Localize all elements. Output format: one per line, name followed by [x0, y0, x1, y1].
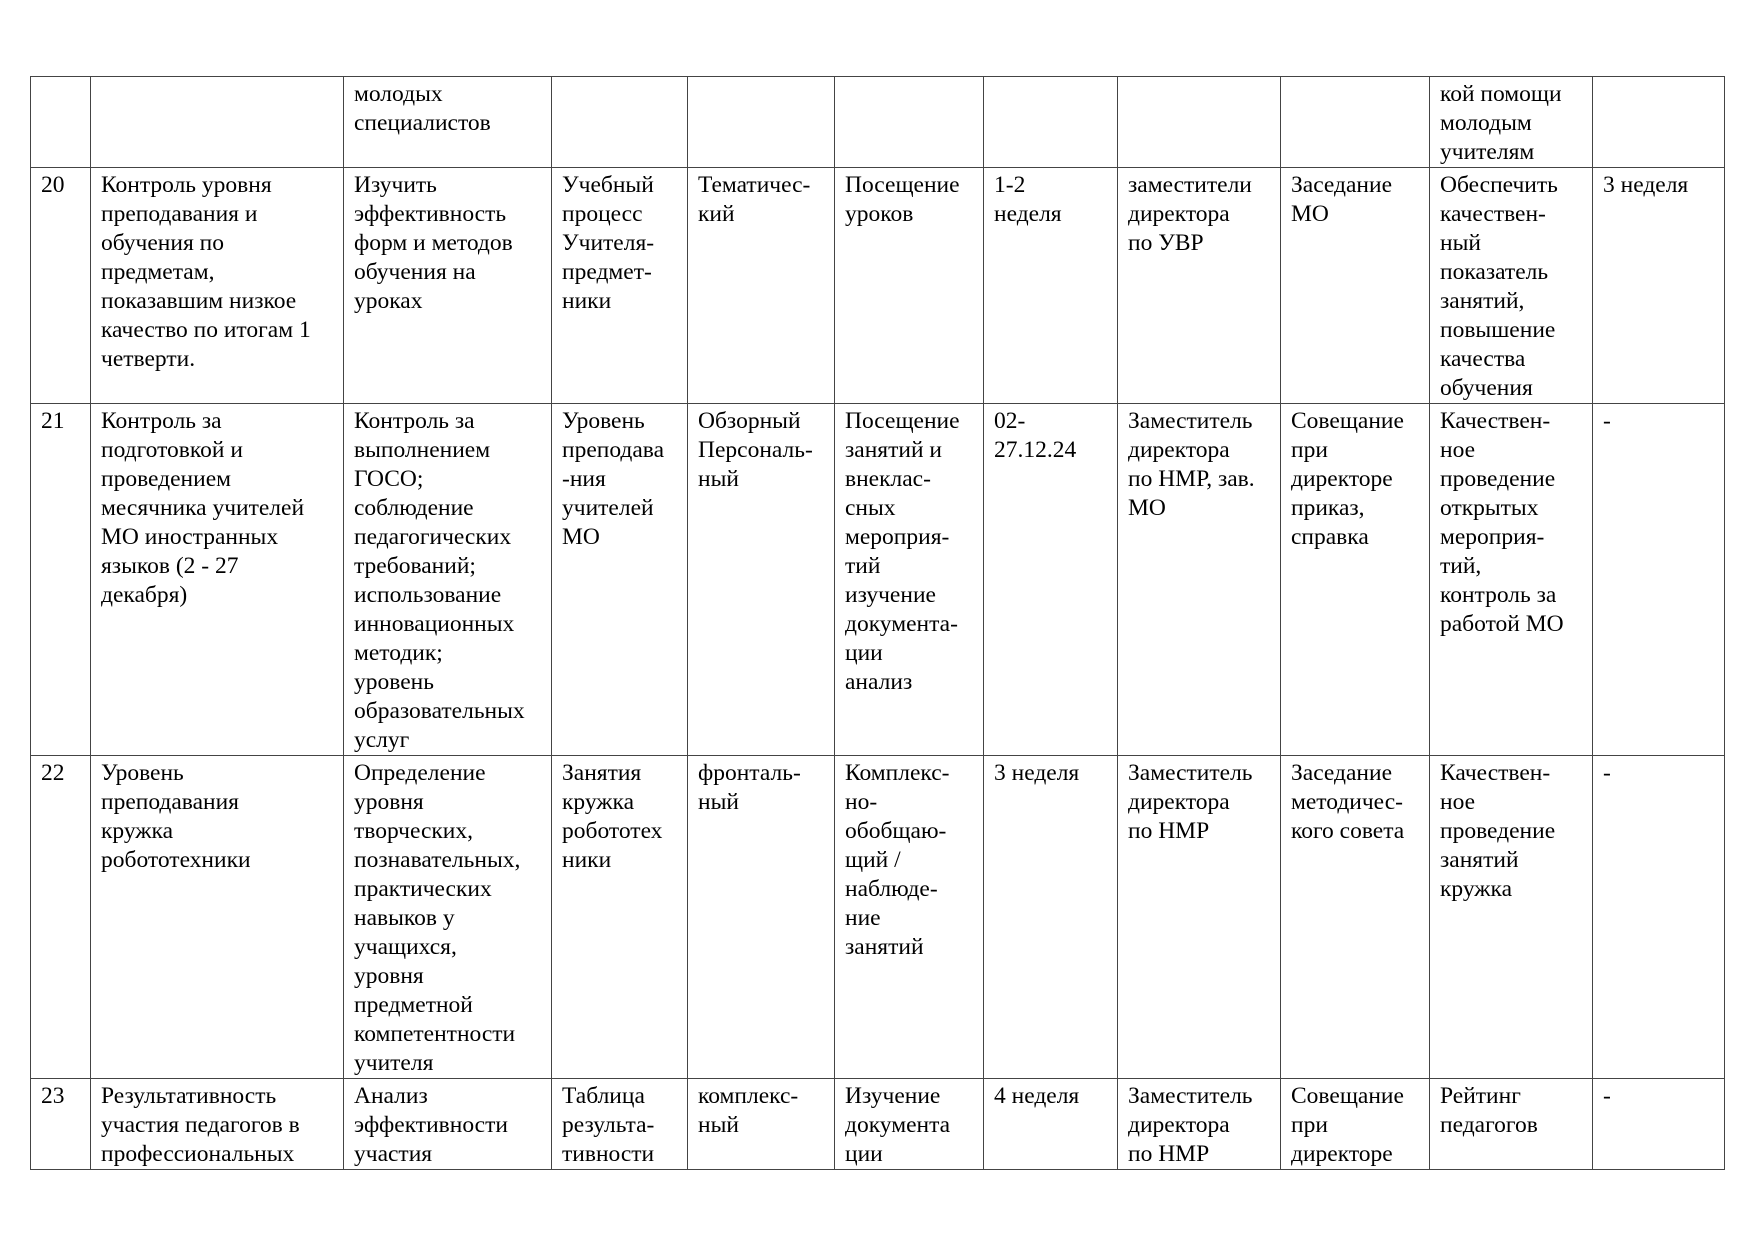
- cell-result: Качествен- ное проведение занятий кружка: [1430, 756, 1593, 1079]
- cell-number: 23: [31, 1079, 91, 1170]
- cell-review: Совещание при директоре приказ, справка: [1281, 404, 1430, 756]
- cell-method: [835, 77, 984, 168]
- cell-object: Таблица результа- тивности: [552, 1079, 688, 1170]
- table-row: [31, 404, 1725, 756]
- cell-object: Уровень преподава -ния учителей МО: [552, 404, 688, 756]
- cell-type: Тематичес- кий: [688, 168, 835, 404]
- cell-goal: Анализ эффективности участия: [344, 1079, 552, 1170]
- cell-responsible: Заместитель директора по НМР: [1118, 1079, 1281, 1170]
- table-row: [31, 77, 1725, 168]
- cell-topic: Результативность участия педагогов в профессиональных: [91, 1079, 344, 1170]
- cell-object: Занятия кружка робототех ники: [552, 756, 688, 1079]
- cell-responsible: заместители директора по УВР: [1118, 168, 1281, 404]
- cell-type: [688, 77, 835, 168]
- cell-number: 20: [31, 168, 91, 404]
- cell-method: Посещение уроков: [835, 168, 984, 404]
- cell-number: 22: [31, 756, 91, 1079]
- cell-period: 1-2 неделя: [984, 168, 1118, 404]
- cell-method: Посещение занятий и внеклас- сных мероприя- тий изучение документа- ции анализ: [835, 404, 984, 756]
- cell-goal: Изучить эффективность форм и методов обучения на уроках: [344, 168, 552, 404]
- cell-method: Комплекс- но- обобщаю- щий / наблюде- ние занятий: [835, 756, 984, 1079]
- cell-goal: Контроль за выполнением ГОСО; соблюдение педагогических требований; использование инновационных методик; уровень образовательных услуг: [344, 404, 552, 756]
- cell-type: фронталь- ный: [688, 756, 835, 1079]
- cell-number: 21: [31, 404, 91, 756]
- cell-deadline: -: [1593, 404, 1725, 756]
- table-row: [31, 1079, 1725, 1170]
- cell-method: Изучение документа ции: [835, 1079, 984, 1170]
- cell-topic: Уровень преподавания кружка робототехники: [91, 756, 344, 1079]
- cell-object: [552, 77, 688, 168]
- cell-type: Обзорный Персональ- ный: [688, 404, 835, 756]
- cell-deadline: -: [1593, 756, 1725, 1079]
- cell-topic: Контроль уровня преподавания и обучения по предметам, показавшим низкое качество по итогам 1 четверти.: [91, 168, 344, 404]
- cell-deadline: 3 неделя: [1593, 168, 1725, 404]
- cell-result: Рейтинг педагогов: [1430, 1079, 1593, 1170]
- cell-review: Совещание при директоре: [1281, 1079, 1430, 1170]
- cell-result: Качествен- ное проведение открытых мероприя- тий, контроль за работой МО: [1430, 404, 1593, 756]
- cell-period: 3 неделя: [984, 756, 1118, 1079]
- cell-type: комплекс- ный: [688, 1079, 835, 1170]
- cell-review: [1281, 77, 1430, 168]
- cell-responsible: Заместитель директора по НМР: [1118, 756, 1281, 1079]
- table-row: [31, 168, 1725, 404]
- cell-period: 02- 27.12.24: [984, 404, 1118, 756]
- cell-period: [984, 77, 1118, 168]
- cell-result: кой помощи молодым учителям: [1430, 77, 1593, 168]
- cell-responsible: [1118, 77, 1281, 168]
- control-plan-table: [30, 76, 1725, 1170]
- cell-goal: молодых специалистов: [344, 77, 552, 168]
- cell-topic: [91, 77, 344, 168]
- cell-review: Заседание МО: [1281, 168, 1430, 404]
- cell-period: 4 неделя: [984, 1079, 1118, 1170]
- cell-deadline: -: [1593, 1079, 1725, 1170]
- cell-topic: Контроль за подготовкой и проведением месячника учителей МО иностранных языков (2 - 27 декабря): [91, 404, 344, 756]
- cell-review: Заседание методичес- кого совета: [1281, 756, 1430, 1079]
- cell-responsible: Заместитель директора по НМР, зав. МО: [1118, 404, 1281, 756]
- cell-result: Обеспечить качествен- ный показатель занятий, повышение качества обучения: [1430, 168, 1593, 404]
- cell-deadline: [1593, 77, 1725, 168]
- table-row: [31, 756, 1725, 1079]
- cell-goal: Определение уровня творческих, познавательных, практических навыков у учащихся, уровня предметной компетентности учителя: [344, 756, 552, 1079]
- cell-object: Учебный процесс Учителя- предмет- ники: [552, 168, 688, 404]
- cell-number: [31, 77, 91, 168]
